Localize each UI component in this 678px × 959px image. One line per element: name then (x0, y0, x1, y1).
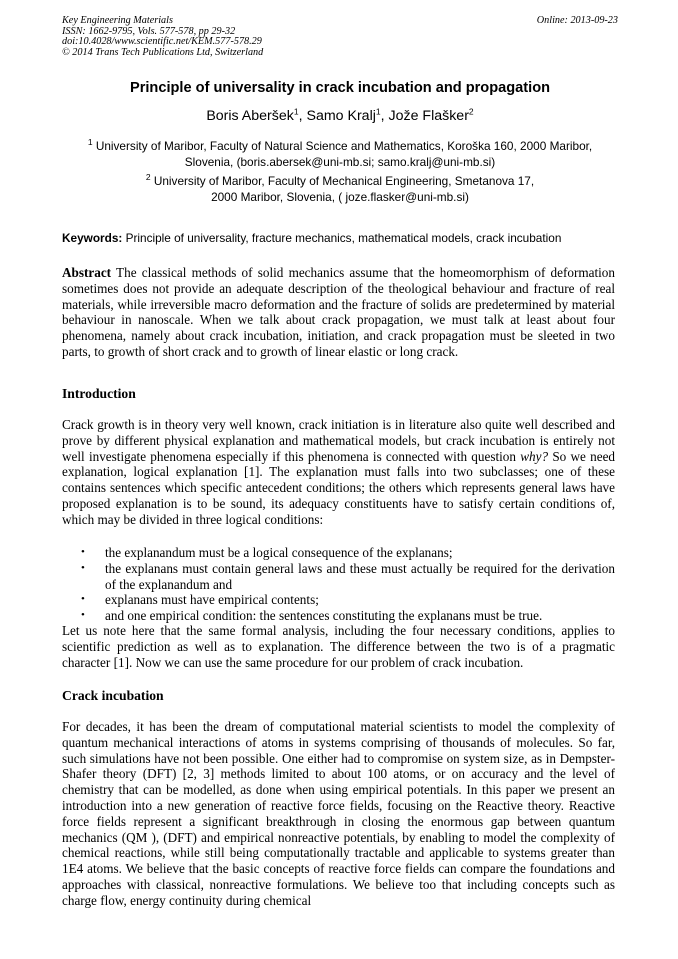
introduction-heading: Introduction (62, 386, 136, 401)
affiliation-line: University of Maribor, Faculty of Natural Science and Mathematics, Koroška 160, 2000 Maribor, (95, 139, 593, 153)
crack-incubation-heading: Crack incubation (62, 688, 164, 703)
doi-line: doi:10.4028/www.scientific.net/KEM.577-578.29 (62, 36, 262, 48)
list-item: • the explanans must contain general laws and these must actually be required for the derivation of the explanandum and (78, 561, 615, 593)
introduction-paragraph-2: Let us note here that the same formal analysis, including the four necessary conditions, applies to scientific prediction as well as to explanation. The difference between the two is of a pragmatic character [1]. Now we can use the same procedure for our problem of crack incubation. (62, 623, 615, 670)
intro-text: So we need explanation, logical explanation [1]. The explanation must falls into two subclasses; one of these contains sentences which specific antecedent conditions; the others which represents general laws have proposed explanation is to be sound, its adequacy constituents have to satisfy certain conditions of, which may be divided in three logical conditions: (62, 448, 616, 527)
keywords (62, 231, 618, 245)
issn-line: ISSN: 1662-9795, Vols. 577-578, pp 29-32 (62, 25, 236, 37)
affiliation-line: University of Maribor, Faculty of Mechanical Engineering, Smetanova 17, (153, 174, 535, 188)
affiliation-1 (62, 139, 618, 171)
affiliation-line: Slovenia, (boris.abersek@uni-mb.si; samo.kralj@uni-mb.si) (184, 154, 496, 169)
copyright-line: © 2014 Trans Tech Publications Ltd, Switzerland (62, 46, 264, 58)
affiliation-mark: 1 (87, 137, 93, 148)
affiliation-mark: 2 (145, 172, 151, 183)
online-date: Online: 2013-09-23 (536, 15, 618, 26)
abstract-label: Abstract (62, 265, 112, 280)
crack-incubation-paragraph: For decades, it has been the dream of computational material scientists to model the complexity of quantum mechanical interactions of atoms in systems comprising of thousands of molecules. So far, such simulations have not been possible. One either had to compromise on system size, as in Dempster-Shafer theory (DFT) [2, 3] methods limited to about 100 atoms, or on accuracy and the level of chemistry that can be modelled, as done when using empirical potentials. In this paper we present an introduction into a new generation of reactive force fields, focusing on the Reactive theory. Reactive force fields represent a significant breakthrough in closing the enormous gap between quantum mechanics (QM ), (DFT) and empirical nonreactive potentials, by enabling to model the complexity of chemical reactions, while still being computationally tractable and applicable to systems greater than 1E4 atoms. We believe that the basic concepts of reactive force fields can compare the foundations and approaches with classical, nonreactive formulations. We believe too that including concepts such as charge flow, energy continuity during chemical (62, 719, 615, 908)
list-item: • and one empirical condition: the sentences constituting the explanans must be true. (78, 608, 615, 624)
abstract-text: The classical methods of solid mechanics assume that the homeomorphism of deformation sometimes does not provide an adequate description of the theological behaviour and fracture of real materials, while irreversible macro deformation and the fracture of solids are predetermined by material behaviour in nanoscale. When we talk about crack propagation, we must talk at least about four phenomena, namely about crack incubation, initiation, and crack propagation must be sleeted in two parts, to growth of short crack and to growth of linear elastic or long crack. (62, 265, 615, 359)
journal-name: Key Engineering Materials (62, 15, 173, 26)
author-affiliation-mark: 1 (293, 106, 299, 117)
conditions-list (78, 545, 615, 624)
list-item: • the explanandum must be a logical consequence of the explanans; (78, 545, 615, 561)
author-affiliation-mark: 2 (468, 106, 474, 117)
paper-title: Principle of universality in crack incubation and propagation (129, 80, 551, 96)
journal-header (62, 16, 618, 58)
intro-italic: why? (520, 448, 549, 464)
list-item: • explanans must have empirical contents; (78, 592, 615, 608)
affiliation-2 (62, 174, 618, 206)
introduction-paragraph (62, 417, 615, 528)
author-affiliation-mark: 1 (375, 106, 381, 117)
affiliation-line: 2000 Maribor, Slovenia, ( joze.flasker@uni-mb.si) (211, 189, 469, 204)
keywords-text: Principle of universality, fracture mechanics, mathematical models, crack incubation (125, 231, 562, 245)
author-name: Boris Aberšek (206, 108, 294, 124)
author-list: Boris Aberšek$^1$, Samo Kralj$^1$, Jože Flašker$^2$ (206, 106, 474, 124)
keywords-label: Keywords: (62, 231, 123, 245)
author-name: Jože Flašker (388, 108, 469, 124)
intro-text: Crack growth is in theory very well known, crack initiation is in literature also quite well described and prove by different physical explanation and mathematical models, but crack incubation is entirely not well investigate phenomena especially if this phenomena is connected with question (62, 417, 615, 464)
author-name: Samo Kralj (306, 108, 376, 124)
abstract (62, 265, 615, 360)
